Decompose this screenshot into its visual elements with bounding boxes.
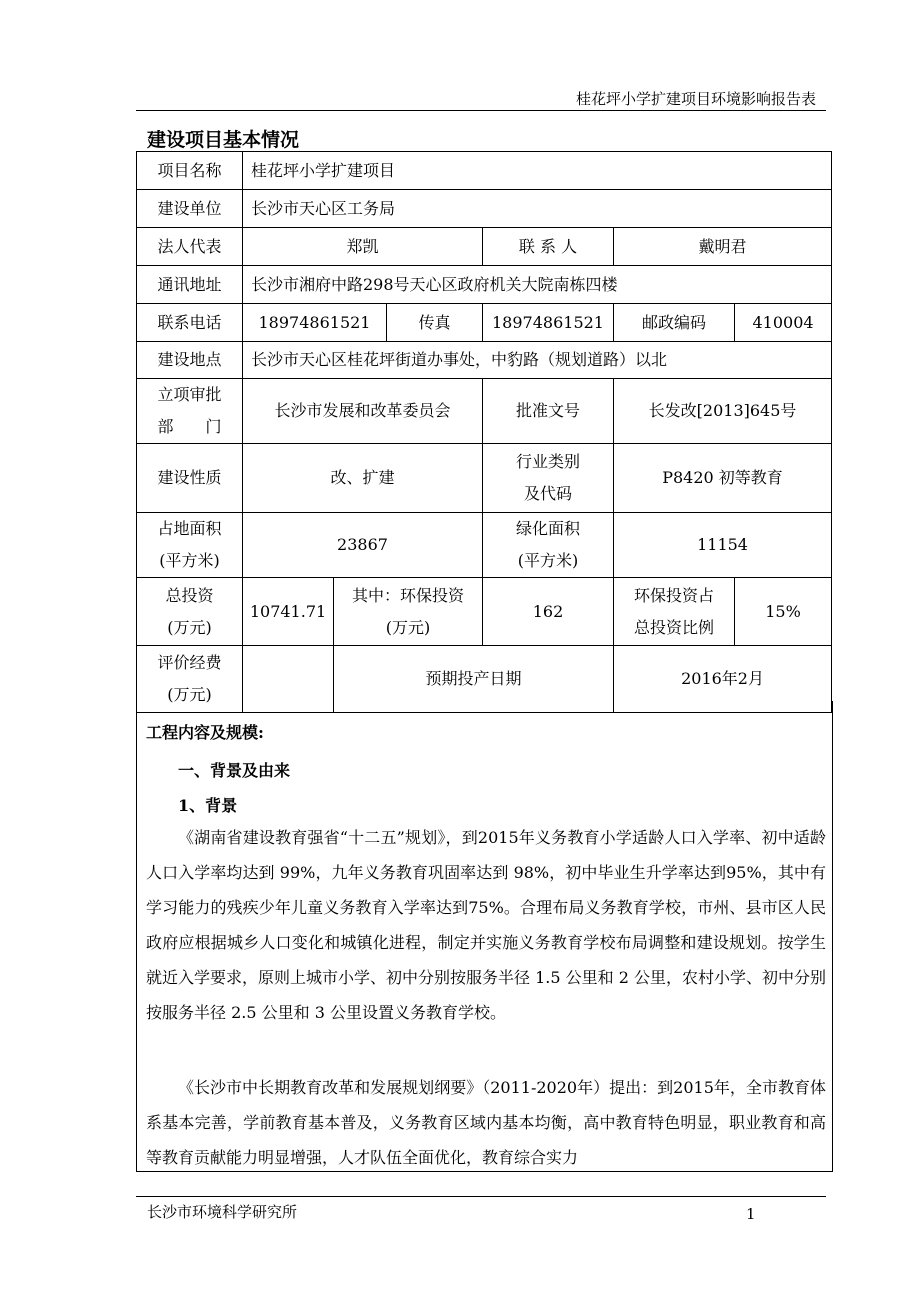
row-project-name bbox=[137, 152, 832, 190]
builder-value: 长沙市天心区工务局 bbox=[243, 190, 832, 228]
green-label-line2: (平方米) bbox=[517, 551, 579, 570]
row-address bbox=[137, 266, 832, 304]
env-invest-label-line2: (万元) bbox=[385, 617, 431, 637]
legal-rep-value: 郑凯 bbox=[243, 228, 483, 266]
fee-label-line1: 评价经费 bbox=[157, 653, 222, 672]
industry-label-line2: 及代码 bbox=[523, 484, 572, 503]
header-divider bbox=[136, 110, 826, 111]
contact-value: 戴明君 bbox=[614, 228, 832, 266]
document-header-title: 桂花坪小学扩建项目环境影响报告表 bbox=[575, 90, 816, 108]
invest-label-line1: 总投资 bbox=[165, 585, 214, 605]
site-label: 建设地点 bbox=[137, 342, 243, 379]
row-builder bbox=[137, 190, 832, 228]
ratio-label bbox=[614, 578, 735, 646]
env-invest-label-line1: 其中：环保投资 bbox=[351, 585, 464, 605]
nature-value: 改、扩建 bbox=[243, 444, 483, 513]
industry-label bbox=[483, 444, 614, 513]
area-label-line2: (平方米) bbox=[159, 551, 220, 570]
project-info-table bbox=[136, 151, 832, 713]
contact-label: 联 系 人 bbox=[483, 228, 614, 266]
fax-value: 18974861521 bbox=[483, 304, 614, 342]
subheading-background-1: 1、背景 bbox=[178, 796, 238, 815]
invest-label-line2: (万元) bbox=[167, 617, 212, 637]
area-value: 23867 bbox=[243, 513, 483, 578]
green-value: 11154 bbox=[614, 513, 832, 578]
ratio-label-line1: 环保投资占 bbox=[633, 585, 714, 605]
approval-no-value: 长发改[2013]645号 bbox=[614, 379, 832, 444]
row-approval bbox=[137, 379, 832, 444]
content-heading: 工程内容及规模: bbox=[146, 723, 264, 742]
site-value: 长沙市天心区桂花坪街道办事处，中豹路（规划道路）以北 bbox=[243, 342, 832, 379]
approval-dept-label-line1: 立项审批 bbox=[157, 385, 222, 404]
row-investment bbox=[137, 578, 832, 646]
row-phone bbox=[137, 304, 832, 342]
row-site bbox=[137, 342, 832, 379]
postcode-value: 410004 bbox=[735, 304, 832, 342]
ratio-label-line2: 总投资比例 bbox=[633, 617, 714, 637]
builder-label: 建设单位 bbox=[137, 190, 243, 228]
address-value: 长沙市湘府中路298号天心区政府机关大院南栋四楼 bbox=[243, 266, 832, 304]
phone-label: 联系电话 bbox=[137, 304, 243, 342]
area-label-line1: 占地面积 bbox=[157, 519, 222, 538]
footer-divider bbox=[136, 1196, 826, 1197]
approval-dept-value: 长沙市发展和改革委员会 bbox=[243, 379, 483, 444]
page-number: 1 bbox=[746, 1205, 756, 1223]
fax-label: 传真 bbox=[387, 304, 483, 342]
row-legal-rep bbox=[137, 228, 832, 266]
fee-label-line2: (万元) bbox=[167, 685, 212, 704]
project-name-label: 项目名称 bbox=[137, 152, 243, 190]
project-name-value: 桂花坪小学扩建项目 bbox=[243, 152, 832, 190]
industry-label-line1: 行业类别 bbox=[515, 452, 580, 471]
paragraph-1: 《湖南省建设教育强省“十二五”规划》，到2015年义务教育小学适龄人口入学率、初中适龄人口入学率均达到 99%，九年义务教育巩固率达到 98%，初中毕业生升学率达到95%，其中有学习能力的残疾少年儿童义务教育入学率达到75%。合理布局义务教育学校，市州、县市区人民政府应根据城乡人口变化和城镇化进程，制定并实施义务教育学校布局调整和建设规划。按学生就近入学要求，原则上城市小学、初中分别按服务半径 1.5 公里和 2 公里，农村小学、初中分别按服务半径 2.5 公里和 3 公里设置义务教育学校。 bbox=[146, 828, 826, 1022]
postcode-label: 邮政编码 bbox=[614, 304, 735, 342]
date-label: 预期投产日期 bbox=[334, 646, 614, 713]
paragraph-2: 《长沙市中长期教育改革和发展规划纲要》（2011-2020年）提出：到2015年，全市教育体系基本完善，学前教育基本普及，义务教育区域内基本均衡，高中教育特色明显，职业教育和高等教育贡献能力明显增强，人才队伍全面优化，教育综合实力 bbox=[146, 1078, 826, 1167]
green-label bbox=[483, 513, 614, 578]
green-label-line1: 绿化面积 bbox=[515, 519, 580, 538]
footer-organization: 长沙市环境科学研究所 bbox=[147, 1203, 298, 1221]
approval-dept-label-line2: 部 门 bbox=[157, 417, 222, 436]
row-area bbox=[137, 513, 832, 578]
approval-no-label: 批准文号 bbox=[483, 379, 614, 444]
address-label: 通讯地址 bbox=[137, 266, 243, 304]
legal-rep-label: 法人代表 bbox=[137, 228, 243, 266]
env-invest-label bbox=[334, 578, 483, 646]
phone-value: 18974861521 bbox=[243, 304, 387, 342]
nature-label: 建设性质 bbox=[137, 444, 243, 513]
row-nature bbox=[137, 444, 832, 513]
date-value: 2016年2月 bbox=[614, 646, 832, 713]
section-title: 建设项目基本情况 bbox=[147, 129, 300, 151]
ratio-value: 15% bbox=[735, 578, 832, 646]
subheading-background: 一、背景及由来 bbox=[178, 761, 291, 780]
invest-label bbox=[137, 578, 243, 646]
env-invest-value: 162 bbox=[483, 578, 614, 646]
area-label bbox=[137, 513, 243, 578]
industry-value: P8420 初等教育 bbox=[614, 444, 832, 513]
approval-dept-label bbox=[137, 379, 243, 444]
invest-value: 10741.71 bbox=[243, 578, 334, 646]
